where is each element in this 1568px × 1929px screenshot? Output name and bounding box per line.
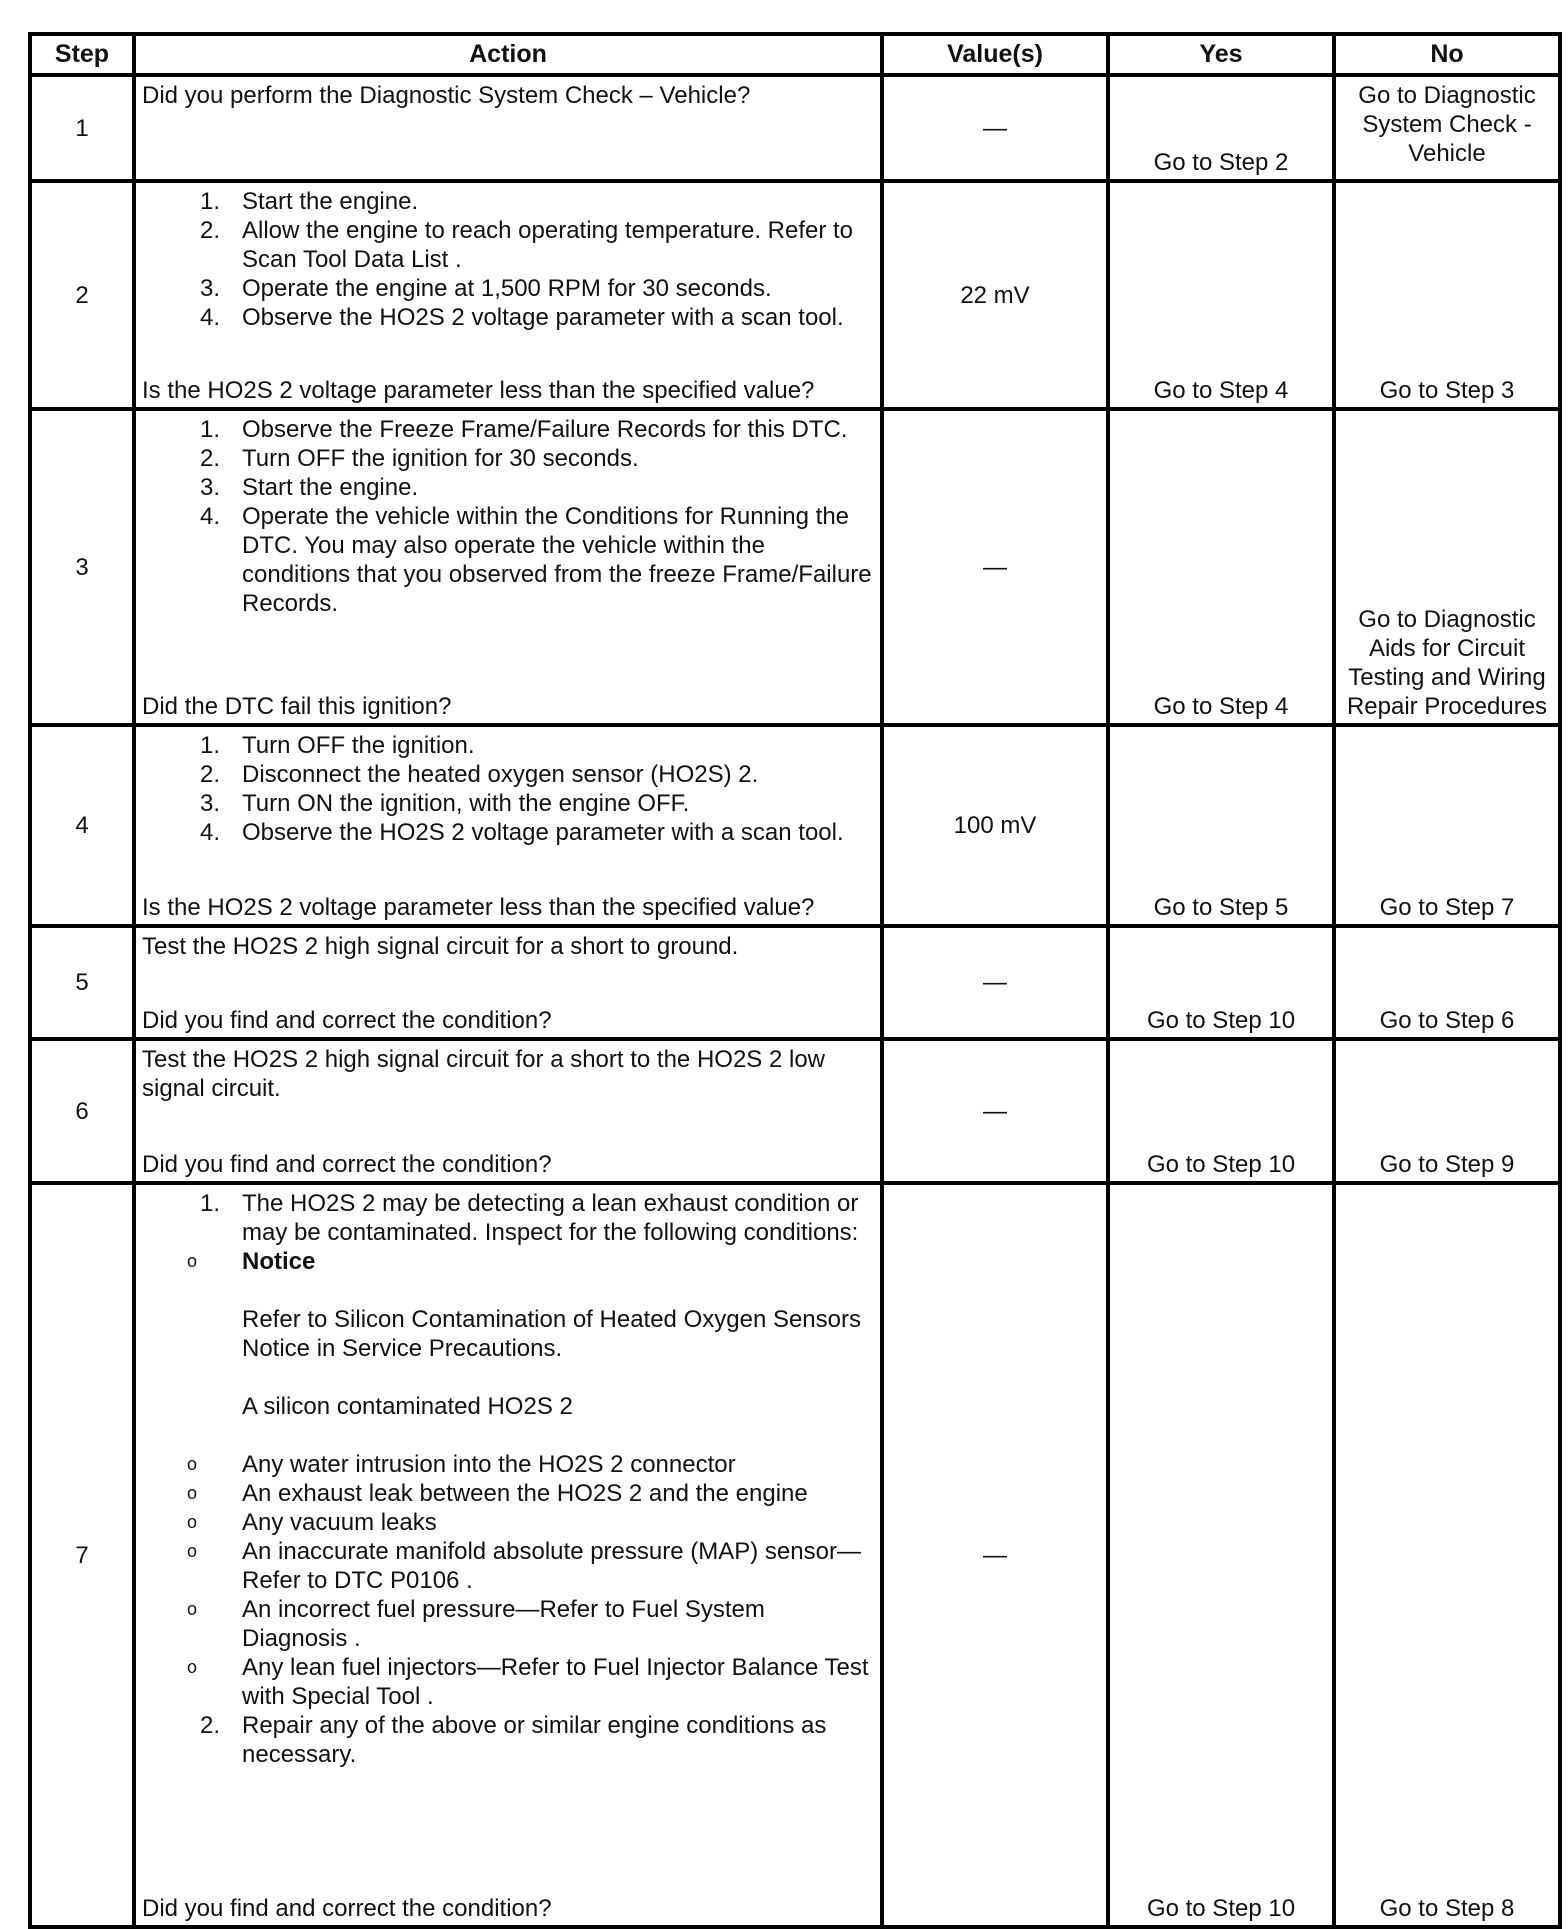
table-row: [30, 1183, 1560, 1927]
bullet-icon: o: [186, 1251, 197, 1271]
condition-list: [142, 1247, 874, 1711]
yes-cell: Go to Step 10: [1108, 1039, 1334, 1183]
list-item: o Any lean fuel injectors—Refer to Fuel Injector Balance Test with Special Tool .: [142, 1653, 874, 1711]
header-step: Step: [30, 34, 134, 75]
table-row: [30, 926, 1560, 1039]
question-text: Did the DTC fail this ignition?: [142, 693, 452, 720]
table-row: [30, 75, 1560, 181]
no-cell: Go to Step 9: [1334, 1039, 1560, 1183]
value-cell: —: [882, 75, 1108, 181]
procedure-list: [142, 187, 874, 332]
yes-cell: Go to Step 4: [1108, 409, 1334, 725]
yes-cell: Go to Step 10: [1108, 926, 1334, 1039]
list-item: o An incorrect fuel pressure—Refer to Fuel System Diagnosis .: [142, 1595, 874, 1653]
action-cell: [134, 725, 882, 926]
bullet-icon: o: [186, 1657, 197, 1677]
no-cell: Go to Step 7: [1334, 725, 1560, 926]
value-cell: —: [882, 926, 1108, 1039]
value-cell: 100 mV: [882, 725, 1108, 926]
step-number: 1: [30, 75, 134, 181]
step-number: 7: [30, 1183, 134, 1927]
list-item: o An exhaust leak between the HO2S 2 and the engine: [142, 1479, 874, 1508]
value-cell: —: [882, 1183, 1108, 1927]
action-cell: [134, 926, 882, 1039]
step-number: 4: [30, 725, 134, 926]
bullet-icon: o: [186, 1541, 197, 1561]
no-cell: Go to Step 3: [1334, 181, 1560, 409]
yes-cell: Go to Step 5: [1108, 725, 1334, 926]
action-cell: [134, 1039, 882, 1183]
notice-text: Refer to Silicon Contamination of Heated Oxygen Sensors Notice in Service Precautions.: [242, 1306, 861, 1362]
step-number: 5: [30, 926, 134, 1039]
list-item: 4. Observe the HO2S 2 voltage parameter with a scan tool.: [199, 819, 844, 846]
value-cell: —: [882, 409, 1108, 725]
list-item: 1. Turn OFF the ignition.: [199, 732, 475, 759]
list-item: 4. Observe the HO2S 2 voltage parameter with a scan tool.: [199, 304, 844, 331]
header-row: [30, 34, 1560, 75]
question-text: Did you find and correct the condition?: [142, 1007, 552, 1034]
list-item: o Any water intrusion into the HO2S 2 connector: [142, 1450, 874, 1479]
no-cell: Go to Diagnostic System Check - Vehicle: [1334, 75, 1560, 181]
question-text: Did you find and correct the condition?: [142, 1151, 552, 1178]
action-cell: [134, 409, 882, 725]
diagnostic-table: [28, 32, 1562, 1929]
procedure-list: [142, 1189, 874, 1769]
value-cell: —: [882, 1039, 1108, 1183]
notice-title: Notice: [242, 1248, 316, 1275]
instruction-text: Test the HO2S 2 high signal circuit for a short to the HO2S 2 low signal circuit.: [142, 1046, 825, 1102]
instruction-text: Test the HO2S 2 high signal circuit for a short to ground.: [142, 933, 739, 960]
step-number: 6: [30, 1039, 134, 1183]
question-text: Did you find and correct the condition?: [142, 1895, 552, 1922]
list-item: 2. Disconnect the heated oxygen sensor (HO2S) 2.: [199, 761, 759, 788]
question-text: Did you perform the Diagnostic System Check – Vehicle?: [142, 82, 751, 109]
list-item: 2. Allow the engine to reach operating temperature. Refer to Scan Tool Data List .: [199, 217, 854, 273]
header-action: Action: [134, 34, 882, 75]
list-item: 4. Operate the vehicle within the Conditions for Running the DTC. You may also operate the vehicle within the conditions that you observed from the freeze Frame/Failure Records.: [199, 503, 872, 617]
bullet-icon: o: [186, 1483, 197, 1503]
list-item: 3. Turn ON the ignition, with the engine OFF.: [199, 790, 690, 817]
step-number: 3: [30, 409, 134, 725]
question-text: Is the HO2S 2 voltage parameter less than the specified value?: [142, 894, 815, 921]
notice-item: [142, 1247, 874, 1450]
value-cell: 22 mV: [882, 181, 1108, 409]
list-item: 2. Repair any of the above or similar engine conditions as necessary.: [199, 1712, 827, 1768]
bullet-icon: o: [186, 1454, 197, 1474]
list-item: o Any vacuum leaks: [142, 1508, 874, 1537]
list-item: 3. Start the engine.: [199, 474, 419, 501]
no-cell: Go to Diagnostic Aids for Circuit Testing and Wiring Repair Procedures: [1334, 409, 1560, 725]
bullet-icon: o: [186, 1599, 197, 1619]
header-yes: Yes: [1108, 34, 1334, 75]
action-cell: [134, 75, 882, 181]
action-cell: [134, 1183, 882, 1927]
step-number: 2: [30, 181, 134, 409]
list-item: 3. Operate the engine at 1,500 RPM for 30 seconds.: [199, 275, 772, 302]
notice-item-text: A silicon contaminated HO2S 2: [242, 1393, 573, 1420]
table-row: [30, 1039, 1560, 1183]
bullet-icon: o: [186, 1512, 197, 1532]
table-row: [30, 181, 1560, 409]
action-cell: [134, 181, 882, 409]
list-item: 1. Start the engine.: [199, 188, 419, 215]
question-text: Is the HO2S 2 voltage parameter less than the specified value?: [142, 377, 815, 404]
list-item: o An inaccurate manifold absolute pressure (MAP) sensor—Refer to DTC P0106 .: [142, 1537, 874, 1595]
list-item: 2. Turn OFF the ignition for 30 seconds.: [199, 445, 639, 472]
header-no: No: [1334, 34, 1560, 75]
table-row: [30, 409, 1560, 725]
list-item: 1. Observe the Freeze Frame/Failure Records for this DTC.: [199, 416, 848, 443]
yes-cell: Go to Step 4: [1108, 181, 1334, 409]
procedure-block: [142, 1189, 874, 1769]
procedure-list: [142, 415, 874, 618]
header-values: Value(s): [882, 34, 1108, 75]
list-item: 1. The HO2S 2 may be detecting a lean exhaust condition or may be contaminated. Inspect for the following conditions: o Notice Refer to Silicon Contamination of Heated Oxygen Sensors Notice in Service Precautions. A silicon contaminated HO2S 2 o Any water intrusion into the HO2S 2 connector o An exhaust leak between the HO2S 2 and the engine o Any vacuum leaks o An inaccurate manifold absolute pressure (MAP) sensor—Refer to DTC P0106 . o An incorrect fuel pressure—Refer to Fuel System Diagnosis . o Any lean fuel injectors—Refer to Fuel Injector Balance Test with Special Tool .: [142, 1189, 874, 1711]
table-row: [30, 725, 1560, 926]
procedure-list: [142, 731, 874, 847]
no-cell: Go to Step 8: [1334, 1183, 1560, 1927]
yes-cell: Go to Step 10: [1108, 1183, 1334, 1927]
yes-cell: Go to Step 2: [1108, 75, 1334, 181]
no-cell: Go to Step 6: [1334, 926, 1560, 1039]
